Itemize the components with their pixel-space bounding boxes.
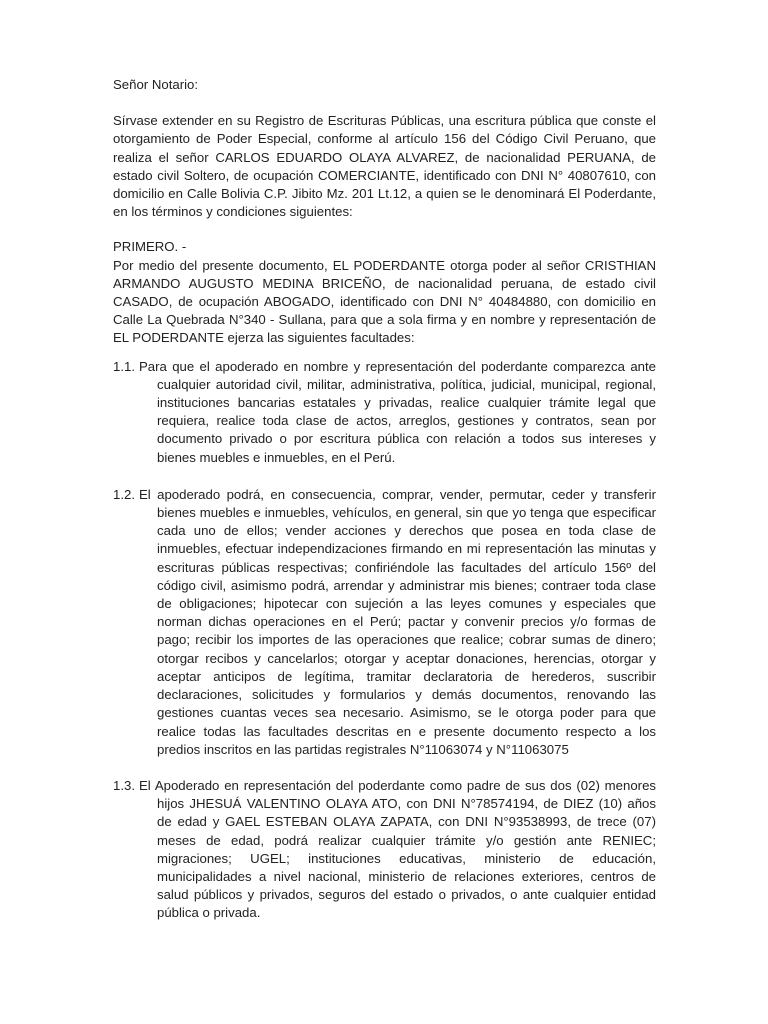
- clause-item: [113, 358, 656, 467]
- clause-text: El apoderado podrá, en consecuencia, comprar, vender, permutar, ceder y transferir bienes muebles e inmuebles, vehículos, en general, sin que yo tenga que especificar cada uno de ellos; vender acciones y derechos que posea en toda clase de inmuebles, efectuar independizaciones firmando en mi representación las minutas y escrituras públicas respectivas; confiriéndole las facultades del artículo 156º del código civil, asimismo podrá, arrendar y administrar mis bienes; contraer toda clase de obligaciones; hipotecar con sujeción a las leyes comunes y especiales que norman dichas operaciones en el Perú; pactar y convenir precios y/o formas de pago; recibir los importes de las operaciones que realice; cobrar sumas de dinero; otorgar recibos y cancelarlos; otorgar y aceptar donaciones, herencias, otorgar y aceptar anticipos de legítima, tramitar declaratoria de herederos, suscribir declaraciones, solicitudes y formularios y demás documentos, renovando las gestiones cuantas veces sea necesario. Asimismo, se le otorga poder para que realice todas las facultades descritas en e presente documento respecto a los predios inscritos en las partidas registrales N°11063074 y N°11063075: [139, 486, 656, 757]
- clause-text: Para que el apoderado en nombre y representación del poderdante comparezca ante cualquier autoridad civil, militar, administrativa, política, judicial, municipal, regional, instituciones bancarias estatales y privadas, realice cualquier trámite legal que requiera, realice toda clase de actos, arreglos, gestiones y contratos, sean por documento privado o por escritura pública con relación a todos sus intereses y bienes muebles e inmuebles, en el Perú.: [139, 358, 656, 465]
- clause-list: [113, 358, 656, 923]
- document-content: [113, 76, 656, 923]
- clause-number: 1.2.: [113, 486, 135, 502]
- section-body: Por medio del presente documento, EL PODERDANTE otorga poder al señor CRISTHIAN ARMANDO AUGUSTO MEDINA BRICEÑO, de nacionalidad peruana, de estado civil CASADO, de ocupación ABOGADO, identificado con DNI N° 40484880, con domicilio en Calle La Quebrada N°340 - Sullana, para que a sola firma y en nombre y representación de EL PODERDANTE ejerza las siguientes facultades:: [113, 257, 656, 346]
- section-heading: PRIMERO. -: [113, 239, 187, 255]
- salutation: Señor Notario:: [113, 77, 199, 92]
- intro-paragraph: Sírvase extender en su Registro de Escrituras Públicas, una escritura pública que conste el otorgamiento de Poder Especial, conforme al artículo 156 del Código Civil Peruano, que realiza el señor CARLOS EDUARDO OLAYA ALVAREZ, de nacionalidad PERUANA, de estado civil Soltero, de ocupación COMERCIANTE, identificado con DNI N° 40807610, con domicilio en Calle Bolivia C.P. Jibito Mz. 201 Lt.12, a quien se le denominará El Poderdante, en los términos y condiciones siguientes:: [113, 113, 656, 220]
- clause-number: 1.1.: [113, 358, 135, 374]
- clause-item: [113, 486, 656, 759]
- clause-number: 1.3.: [113, 777, 135, 793]
- clause-text: El Apoderado en representación del poderdante como padre de sus dos (02) menores hijos JHESUÁ VALENTINO OLAYA ATO, con DNI N°78574194, de DIEZ (10) años de edad y GAEL ESTEBAN OLAYA ZAPATA, con DNI N°93538993, de trece (07) meses de edad, podrá realizar cualquier trámite y/o gestión ante RENIEC; migraciones; UGEL; instituciones educativas, ministerio de educación, municipalidades a nivel nacional, ministerio de relaciones exteriores, centros de salud públicos y privados, seguros del estado o privados, o ante cualquier entidad pública o privada.: [139, 777, 656, 921]
- clause-item: [113, 777, 656, 923]
